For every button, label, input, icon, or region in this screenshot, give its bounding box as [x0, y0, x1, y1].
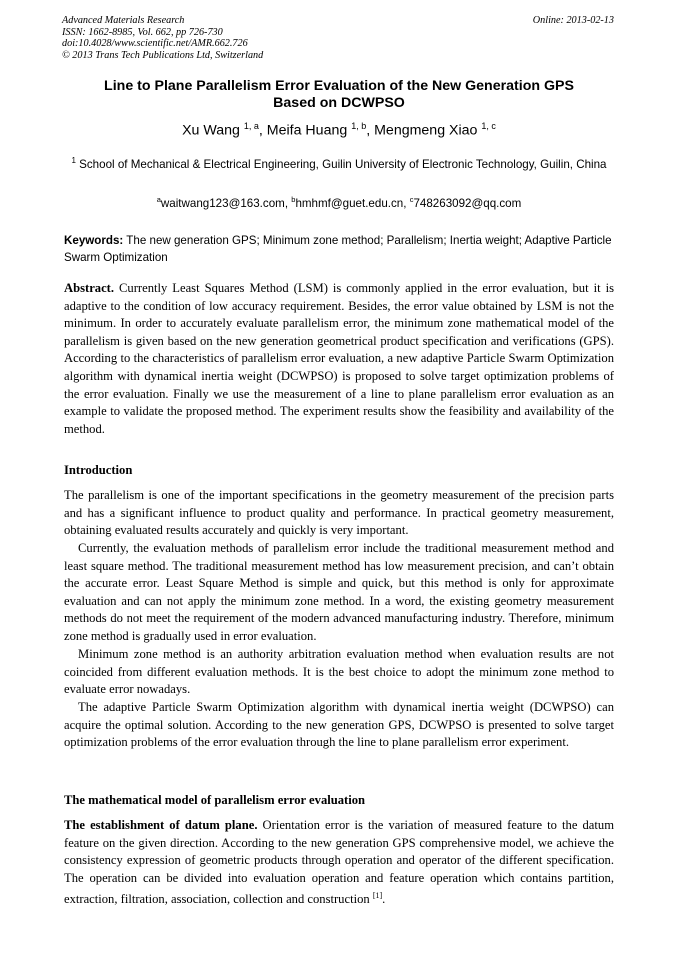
issn-line: ISSN: 1662-8985, Vol. 662, pp 726-730 [62, 26, 223, 38]
intro-paragraph: The parallelism is one of the important specifications in the geometry measurement of the precision parts and has a significant influence to product quality and performance. In practical geometry measurement, obtaining evaluated results accurately and quickly is very important. [64, 488, 614, 538]
keywords-section [64, 233, 614, 267]
intro-paragraph: Currently, the evaluation methods of parallelism error include the traditional measurement method and least square method. The traditional measurement method has low measurement precision, and can’t obtain the accurate error. Least Square Method is simple and quick, but this method is only for approximate evaluation and can not apply the minimum zone method. In a word, the existing geometry measurement methods do not meet the requirement of the modern advanced manufacturing industry. Therefore, minimum zone method is gradually used in error evaluation. [64, 541, 614, 643]
copyright-line: © 2013 Trans Tech Publications Ltd, Switzerland [62, 49, 264, 61]
title-line-1: Line to Plane Parallelism Error Evaluation of the New Generation GPS [104, 78, 574, 94]
journal-name: Advanced Materials Research [62, 15, 185, 26]
paper-title [50, 78, 628, 111]
citation-ref[interactable]: [1] [372, 891, 383, 901]
author-list: Xu Wang $^{1, a}$, Meifa Huang $^{1, b}$, Mengmeng Xiao $^{1, c}$ [182, 121, 496, 139]
abstract-label: Abstract. [64, 281, 115, 295]
model-end: . [382, 892, 386, 907]
author-affil-mark: 1, c [481, 121, 496, 131]
author-affil-mark: 1, b [351, 121, 367, 131]
email-mark: c [409, 195, 414, 204]
affiliation [70, 152, 608, 174]
email-address[interactable]: waitwang123@163.com [160, 196, 285, 210]
abstract-text: Currently Least Squares Method (LSM) is commonly applied in the error evaluation, but it is adaptive to the condition of low accuracy requirement. Besides, the error value obtained by LSM is not the minimum. In order to accurately evaluate parallelism error, the minimum zone mathematical model of the parallelism is given based on the new generation geometrical product specification and verifications (GPS). According to the characteristics of parallelism error evaluation, a new adaptive Particle Swarm Optimization algorithm with dynamical inertia weight (DCWPSO) is proposed to solve target optimization problems of the error evaluation. Finally we use the measurement of a line to plane parallelism error evaluation as an example to validate the proposed method. The experiment results show the feasibility and availability of the method. [64, 281, 614, 436]
author-name: Mengmeng Xiao [374, 122, 478, 139]
title-line-2: Based on DCWPSO [273, 94, 405, 111]
author-name: Xu Wang [182, 122, 240, 139]
author-name: Meifa Huang [266, 122, 348, 139]
doi-line: doi:10.4028/www.scientific.net/AMR.662.726 [62, 38, 248, 50]
email-address[interactable]: 748263092@qq.com [413, 196, 522, 210]
model-heading: The mathematical model of parallelism error evaluation [64, 793, 366, 807]
email-list: $^a$waitwang123@163.com, $^b$hmhmf@guet.edu.cn, $^c$748263092@qq.com [156, 195, 522, 210]
model-lead: The establishment of datum plane. [64, 818, 258, 832]
author-affil-mark: 1, a [243, 121, 259, 131]
affiliation-text: School of Mechanical & Electrical Engineering, Guilin University of Electronic Technology, Guilin, China [79, 157, 607, 171]
introduction-heading: Introduction [64, 463, 133, 477]
affiliation-mark: 1 [71, 156, 76, 165]
keywords-label: Keywords: [64, 234, 124, 247]
abstract-section [64, 280, 614, 438]
email-mark: a [156, 195, 161, 204]
model-paragraph [64, 817, 614, 909]
model-text: Orientation error is the variation of measured feature to the datum feature on the given direction. According to the new generation GPS comprehensive model, we achieve the consistency expression of geometric products through operation and operator of the different specification. The operation can be divided into evaluation operation and feature operation which contains partition, extraction, filtration, association, collection and construction [64, 818, 614, 907]
journal-header [62, 15, 614, 61]
email-address[interactable]: hmhmf@guet.edu.cn [295, 196, 404, 210]
email-mark: b [291, 195, 296, 204]
intro-paragraph: Minimum zone method is an authority arbitration evaluation method when evaluation results are not coincided from different evaluation methods. It is the best choice to adopt the minimum zone method to evaluate error nowadays. [64, 647, 614, 697]
intro-paragraph: The adaptive Particle Swarm Optimization algorithm with dynamical inertia weight (DCWPSO) can acquire the optimal solution. According to the new generation GPS, DCWPSO is presented to solve target optimization problems of the error evaluation through the line to plane parallelism error experiment. [64, 700, 614, 750]
online-date: Online: 2013-02-13 [532, 15, 614, 26]
keywords-text: The new generation GPS; Minimum zone method; Parallelism; Inertia weight; Adaptive Particle Swarm Optimization [64, 234, 612, 264]
